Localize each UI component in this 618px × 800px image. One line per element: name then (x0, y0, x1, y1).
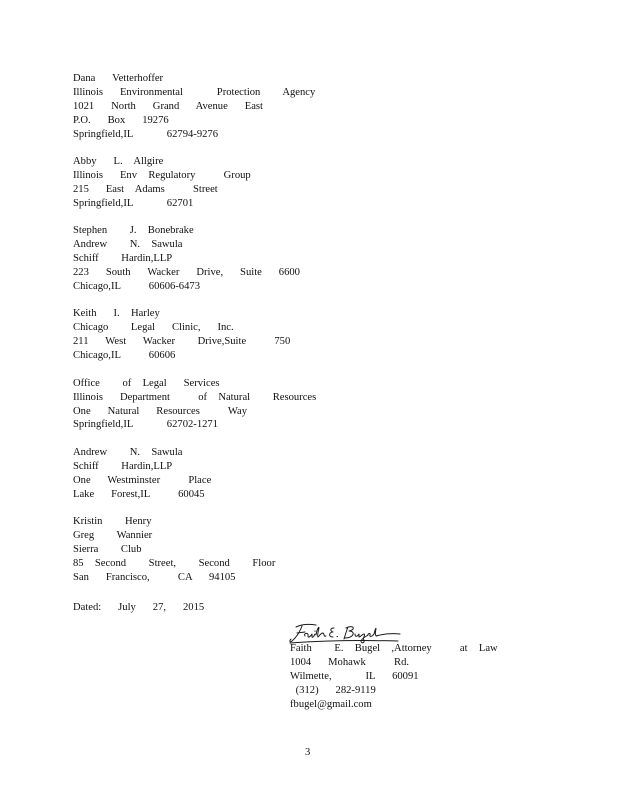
signatory-email: fbugel@gmail.com (290, 698, 372, 710)
address-block (73, 224, 393, 294)
address-block (73, 446, 393, 502)
address-line: Chicago Legal Clinic, Inc. (73, 322, 234, 334)
address-line: Greg Wannier (73, 530, 153, 542)
address-line: Office of Legal Services (73, 377, 220, 389)
address-block (73, 72, 393, 142)
address-line: Kristin Henry (73, 516, 152, 528)
signatory-phone: (312) 282-9119 (290, 684, 376, 696)
address-line: One Natural Resources Way (73, 405, 248, 417)
address-line: Springfield,IL 62794-9276 (73, 128, 219, 140)
address-line: Schiff Hardin,LLP (73, 253, 173, 265)
address-line: Keith I. Harley (73, 308, 160, 320)
address-line: Andrew N. Sawula (73, 446, 183, 458)
address-line: 1021 North Grand Avenue East (73, 100, 263, 112)
address-line: San Francisco, CA 94105 (73, 571, 236, 583)
page-number: 3 (305, 747, 311, 758)
address-line: Dana Vetterhoffer (73, 73, 164, 84)
address-line: Springfield,IL 62702-1271 (73, 419, 219, 431)
signatory-name: Faith E. Bugel ,Attorney at Law (290, 643, 498, 654)
address-line: Springfield,IL 62701 (73, 197, 194, 209)
address-line: Andrew N. Sawula (73, 239, 183, 251)
address-line: Sierra Club (73, 543, 142, 555)
signatory-address: 1004 Mohawk Rd. (290, 656, 410, 668)
address-block (73, 307, 393, 363)
address-line: 215 East Adams Street (73, 183, 218, 195)
service-list (73, 72, 393, 598)
signatory-city: Wilmette, IL 60091 (290, 670, 419, 682)
address-line: 223 South Wacker Drive, Suite 6600 (73, 267, 300, 279)
address-line: 211 West Wacker Drive,Suite 750 (73, 336, 291, 348)
dated-line: Dated: July 27, 2015 (73, 602, 205, 613)
address-line: 85 Second Street, Second Floor (73, 557, 276, 569)
address-line: Chicago,IL 60606 (73, 350, 176, 362)
address-block (73, 155, 393, 211)
address-line: Illinois Environmental Protection Agency (73, 86, 316, 98)
address-line: Stephen J. Bonebrake (73, 225, 194, 237)
address-line: Illinois Env Regulatory Group (73, 170, 251, 182)
address-line: Chicago,IL 60606-6473 (73, 280, 200, 292)
address-line: Abby L. Allgire (73, 156, 164, 168)
address-line: Lake Forest,IL 60045 (73, 488, 205, 500)
address-block (73, 377, 393, 433)
address-line: One Westminster Place (73, 474, 212, 486)
address-line: P.O. Box 19276 (73, 114, 169, 126)
address-block (73, 515, 393, 585)
address-line: Illinois Department of Natural Resources (73, 391, 317, 403)
address-line: Schiff Hardin,LLP (73, 460, 173, 472)
signature-block (290, 642, 498, 712)
